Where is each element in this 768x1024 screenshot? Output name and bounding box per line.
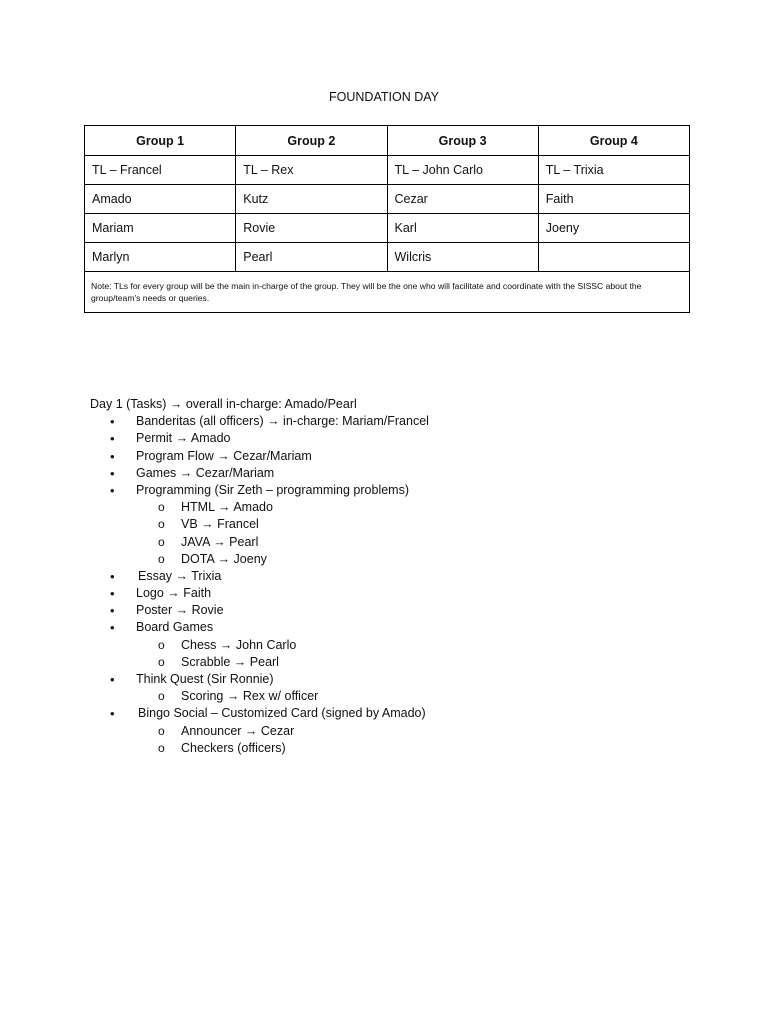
table-cell: Marlyn: [85, 243, 236, 272]
task-item: [90, 413, 730, 430]
sub-bullet-icon: o: [158, 517, 165, 532]
bullet-icon: •: [110, 620, 115, 636]
task-item: [90, 705, 730, 722]
sub-bullet-icon: o: [158, 534, 165, 549]
day1-heading: [90, 396, 730, 413]
bullet-icon: •: [110, 482, 115, 498]
table-cell: Rovie: [236, 214, 387, 243]
bullet-icon: •: [110, 706, 115, 722]
bullet-icon: •: [110, 414, 115, 430]
task-item: [90, 619, 730, 636]
sub-task-item: [90, 688, 730, 705]
page-title: FOUNDATION DAY: [329, 90, 439, 104]
task-item: [90, 448, 730, 465]
table-cell: Kutz: [236, 185, 387, 214]
day1-heading-text: Day 1 (Tasks) → overall in-charge: Amado/Pearl: [90, 397, 357, 411]
task-item: [90, 482, 730, 499]
task-label: Poster → Rovie: [136, 603, 224, 618]
sub-task-item: [90, 654, 730, 671]
sub-bullet-icon: o: [158, 654, 165, 669]
bullet-icon: •: [110, 586, 115, 602]
column-header: Group 4: [538, 126, 689, 156]
table-cell: Joeny: [538, 214, 689, 243]
column-header: Group 2: [236, 126, 387, 156]
task-label: JAVA → Pearl: [181, 534, 259, 549]
task-label: DOTA → Joeny: [181, 551, 267, 566]
table-row: [85, 243, 690, 272]
task-label: Board Games: [136, 620, 214, 635]
table-row: [85, 214, 690, 243]
task-item: [90, 602, 730, 619]
task-label: Think Quest (Sir Ronnie): [136, 672, 274, 686]
task-label: Chess → John Carlo: [181, 637, 297, 652]
task-label: Scrabble → Pearl: [181, 654, 279, 669]
sub-task-item: [90, 534, 730, 551]
sub-task-item: [90, 551, 730, 568]
table-cell: TL – Trixia: [538, 156, 689, 185]
bullet-icon: •: [110, 465, 115, 481]
table-row: [85, 156, 690, 185]
sub-task-item: [90, 723, 730, 740]
sub-bullet-icon: o: [158, 551, 165, 566]
bullet-icon: •: [110, 448, 115, 464]
bullet-icon: •: [110, 672, 115, 687]
bullet-icon: •: [110, 431, 115, 447]
task-label: Scoring → Rex w/ officer: [181, 689, 319, 704]
task-label: Logo → Faith: [136, 586, 212, 601]
groups-table: [84, 125, 690, 313]
sub-task-item: [90, 516, 730, 533]
task-item: [90, 568, 730, 585]
sub-task-item: [90, 499, 730, 516]
sub-bullet-icon: o: [158, 500, 165, 515]
task-label: Programming (Sir Zeth – programming problems): [136, 482, 410, 497]
sub-bullet-icon: o: [158, 689, 165, 704]
task-label: VB → Francel: [181, 517, 259, 532]
table-cell: Mariam: [85, 214, 236, 243]
task-label: HTML → Amado: [181, 500, 273, 515]
task-label: Announcer → Cezar: [181, 723, 295, 738]
table-cell: TL – Rex: [236, 156, 387, 185]
table-header-row: [85, 126, 690, 156]
sub-task-item: [90, 740, 730, 757]
table-cell: TL – John Carlo: [387, 156, 538, 185]
task-label: Games → Cezar/Mariam: [136, 465, 275, 480]
task-item: [90, 465, 730, 482]
table-note: Note: TLs for every group will be the main in-charge of the group. They will be the one who will facilitate and coordinate with the SISSC about the group/team's needs or queries.: [85, 272, 690, 313]
table-cell: TL – Francel: [85, 156, 236, 185]
column-header: Group 1: [85, 126, 236, 156]
table-cell: Pearl: [236, 243, 387, 272]
sub-bullet-icon: o: [158, 637, 165, 652]
day1-task-list: [90, 396, 730, 757]
task-item: [90, 671, 730, 688]
table-cell: Faith: [538, 185, 689, 214]
task-label: Checkers (officers): [181, 740, 286, 755]
table-cell: Cezar: [387, 185, 538, 214]
table-cell: Karl: [387, 214, 538, 243]
task-label: Program Flow → Cezar/Mariam: [136, 448, 312, 463]
table-cell: [538, 243, 689, 272]
sub-task-item: [90, 637, 730, 654]
task-label: Essay → Trixia: [138, 568, 222, 583]
table-row: [85, 185, 690, 214]
bullet-icon: •: [110, 568, 115, 584]
bullet-icon: •: [110, 603, 115, 619]
sub-bullet-icon: o: [158, 723, 165, 738]
task-label: Banderitas (all officers) → in-charge: Mariam/Francel: [136, 414, 429, 429]
column-header: Group 3: [387, 126, 538, 156]
task-label: Bingo Social – Customized Card (signed by Amado): [138, 706, 426, 721]
task-item: [90, 430, 730, 447]
table-cell: Amado: [85, 185, 236, 214]
sub-bullet-icon: o: [158, 740, 165, 755]
task-item: [90, 585, 730, 602]
task-label: Permit → Amado: [136, 431, 231, 446]
table-cell: Wilcris: [387, 243, 538, 272]
table-note-row: [85, 272, 690, 313]
